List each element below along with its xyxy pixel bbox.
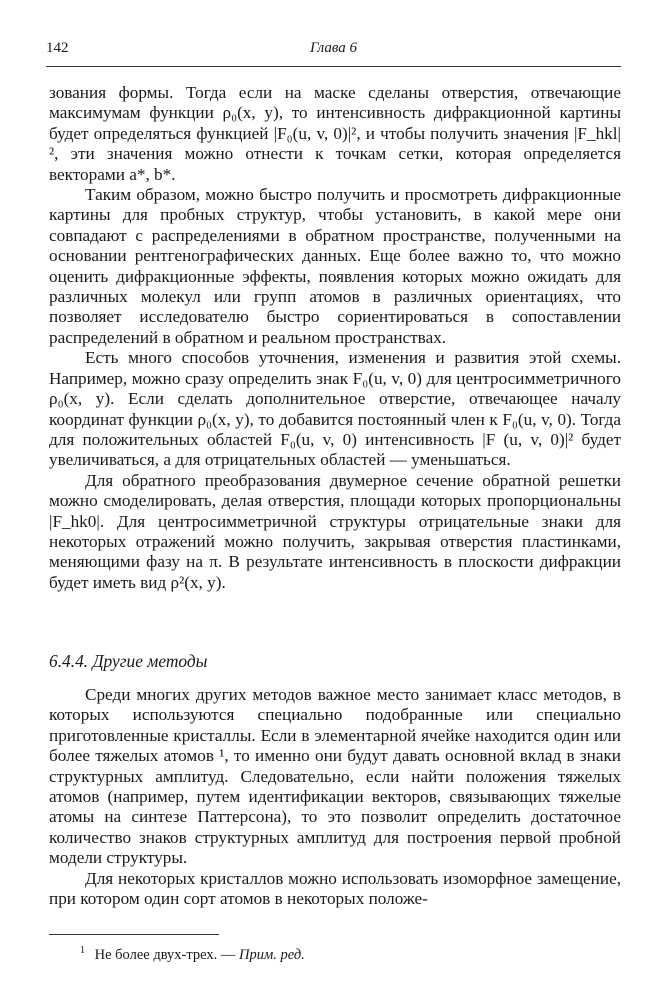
footnote-marker: 1 <box>80 945 85 956</box>
footnote-rule <box>49 934 219 935</box>
section-text <box>49 685 621 909</box>
chapter-title: Глава 6 <box>309 40 358 56</box>
header-rule <box>46 66 621 67</box>
footnote-note: Прим. ред. <box>239 946 305 963</box>
running-header <box>46 40 621 64</box>
footnote-text: Не более двух-трех. — <box>94 946 236 963</box>
paragraph: зования формы. Тогда если на маске сделаны отверстия, отвечающие максимумам функции ρ₀(x, y), то интенсивность дифракционной картины будет определяться функцией |F₀(u, v, 0)|², и чтобы получить значения |F_hkl|², эти значения можно отнести к точкам сетки, которая определяется векторами a*, b*. <box>49 83 621 184</box>
paragraph: Среди многих других методов важное место занимает класс методов, в которых используются специально подобранные или специально приготовленные кристаллы. Если в элементарной ячейке находится один или более тяжелых атомов ¹, то именно они будут давать основной вклад в знаки структурных амплитуд. Следовательно, если найти положения тяжелых атомов (например, путем идентификации векторов, связывающих тяжелые атомы на синтезе Паттерсона), то это позволит определить достаточное количество знаков структурных амплитуд для построения первой пробной модели структуры. <box>49 685 621 868</box>
paragraph: Таким образом, можно быстро получить и просмотреть дифракционные картины для пробных структур, чтобы установить, в какой мере они совпадают с распределениями в обратном пространстве, полученными на основании рентгенографических данных. Еще более важно то, что можно оценить дифракционные эффекты, появления которых можно ожидать для различных молекул или групп атомов в различных ориентациях, что позволяет исследователю быстро сориентироваться в сопоставлении распределений в обратном и реальном пространствах. <box>49 185 621 347</box>
paragraph: Для обратного преобразования двумерное сечение обратной решетки можно смоделировать, делая отверстия, площади которых пропорциональны |F_hk0|. Для центросимметричной структуры отрицательные знаки для некоторых отражений можно получить, закрывая отверстия пластинками, меняющими фазу на π. В результате интенсивность в плоскости дифракции будет иметь вид ρ²(x, y). <box>49 470 621 592</box>
section-heading: 6.4.4. Другие методы <box>49 651 208 671</box>
paragraph: Для некоторых кристаллов можно использовать изоморфное замещение, при котором один сорт атомов в некоторых положе- <box>49 868 621 909</box>
paragraph: Есть много способов уточнения, изменения и развития этой схемы. Например, можно сразу определить знак F₀(u, v, 0) для центросимметричного ρ₀(x, y). Если сделать дополнительное отверстие, отвечающее началу координат функции ρ₀(x, y), то добавится постоянный член к F₀(u, v, 0). Тогда для положительных областей F₀(u, v, 0) интенсивность |F (u, v, 0)|² будет увеличиваться, а для отрицательных областей — уменьшаться. <box>49 348 621 470</box>
main-text <box>49 83 621 593</box>
footnote <box>80 945 305 964</box>
page-number: 142 <box>46 40 69 56</box>
